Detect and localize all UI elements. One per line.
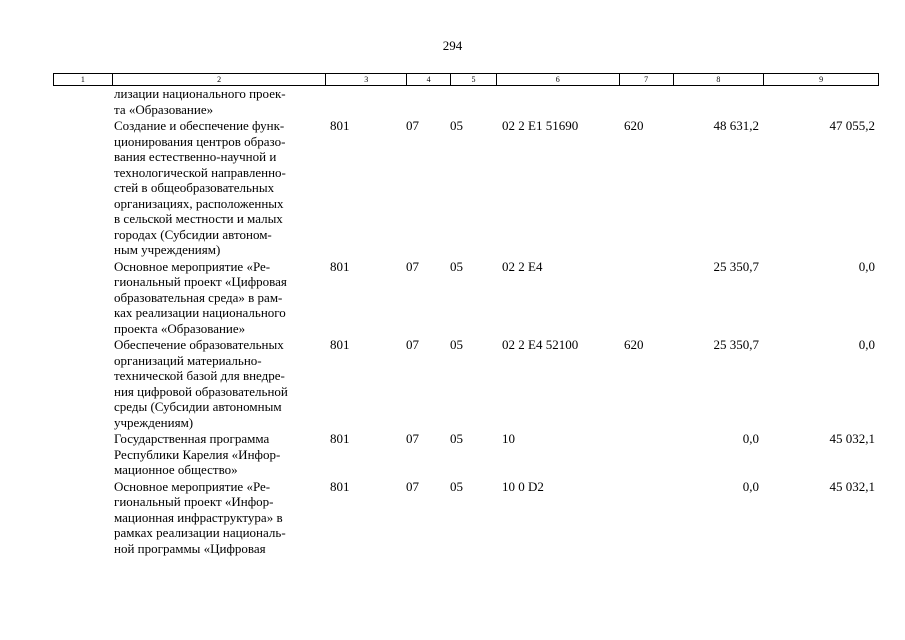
row-admin-code: 801 <box>330 478 350 494</box>
row-subsection: 05 <box>450 478 463 494</box>
header-col-9: 9 <box>763 74 878 85</box>
description-line: ках реализации национального <box>114 305 286 320</box>
description-line: гиональный проект «Инфор- <box>114 494 274 509</box>
description-line: ния цифровой образовательной <box>114 383 288 399</box>
row-section: 07 <box>406 258 419 274</box>
row-target-article: 02 2 E4 52100 <box>502 337 579 352</box>
row-admin-code: 801 <box>330 258 350 274</box>
row-admin-code: 801 <box>330 337 350 352</box>
row-subsection: 05 <box>450 118 463 133</box>
row-target-article: 02 2 E1 51690 <box>502 118 579 133</box>
description-line: технической базой для внедре- <box>114 368 285 383</box>
row-section: 07 <box>406 478 419 494</box>
description-line: в сельской местности и малых <box>114 211 283 226</box>
row-amount-1: 0,0 <box>742 431 759 446</box>
description-line: городах (Субсидии автоном- <box>114 226 272 242</box>
row-section: 07 <box>406 118 419 133</box>
description-line: та «Образование» <box>114 101 214 117</box>
row-amount-2: 45 032,1 <box>829 431 875 446</box>
row-amount-1: 0,0 <box>742 478 759 494</box>
description-line: проекта «Образование» <box>114 320 246 336</box>
header-col-2: 2 <box>112 74 325 85</box>
description-line: Государственная программа <box>114 431 270 446</box>
row-description <box>111 118 325 258</box>
description-line: учреждениям) <box>114 414 194 430</box>
description-line: рамках реализации националь- <box>114 525 286 540</box>
row-description <box>111 337 325 430</box>
row-description <box>111 259 325 337</box>
description-line: организациях, расположенных <box>114 195 284 211</box>
header-col-1: 1 <box>80 75 85 84</box>
description-line: стей в общеобразовательных <box>114 180 275 195</box>
row-amount-2: 0,0 <box>858 337 875 352</box>
description-line: мационная инфраструктура» в <box>114 509 283 525</box>
row-target-article: 10 0 D2 <box>502 478 544 494</box>
description-line: мационное общество» <box>114 462 238 477</box>
row-admin-code: 801 <box>330 118 350 133</box>
row-amount-1: 48 631,2 <box>713 118 759 133</box>
description-line: Республики Карелия «Инфор- <box>114 446 281 462</box>
table-row <box>53 479 879 557</box>
row-amount-1: 25 350,7 <box>713 337 759 352</box>
row-section: 07 <box>406 431 419 446</box>
row-description <box>111 86 325 117</box>
row-amount-1: 25 350,7 <box>713 258 759 274</box>
description-line: образовательная среда» в рам- <box>114 289 283 305</box>
description-line: Основное мероприятие «Ре- <box>114 478 271 494</box>
header-col-3: 3 <box>325 74 406 85</box>
table-row <box>53 86 879 117</box>
row-amount-2: 0,0 <box>858 258 875 274</box>
row-target-article: 02 2 E4 <box>502 258 543 274</box>
row-admin-code: 801 <box>330 431 350 446</box>
row-section: 07 <box>406 337 419 352</box>
column-number-header <box>53 73 879 86</box>
header-col-4: 4 <box>406 74 450 85</box>
row-expense-type: 620 <box>624 337 644 352</box>
header-col-6: 6 <box>496 74 619 85</box>
description-line: Основное мероприятие «Ре- <box>114 258 271 274</box>
header-col-7: 7 <box>619 74 673 85</box>
table-body <box>53 86 879 556</box>
row-description <box>111 479 325 557</box>
row-subsection: 05 <box>450 431 463 446</box>
row-amount-2: 47 055,2 <box>829 118 875 133</box>
row-amount-2: 45 032,1 <box>829 478 875 494</box>
budget-table <box>53 73 879 556</box>
header-col-5: 5 <box>450 74 496 85</box>
description-line: Обеспечение образовательных <box>114 337 284 352</box>
description-line: ным учреждениям) <box>114 242 221 257</box>
description-line: технологической направленно- <box>114 164 286 180</box>
row-target-article: 10 <box>502 431 515 446</box>
row-subsection: 05 <box>450 337 463 352</box>
description-line: ной программы «Цифровая <box>114 540 266 556</box>
row-description <box>111 431 325 478</box>
description-line: ционирования центров образо- <box>114 133 286 149</box>
description-line: лизации национального проек- <box>114 86 286 101</box>
row-subsection: 05 <box>450 258 463 274</box>
table-row <box>53 259 879 337</box>
row-expense-type: 620 <box>624 118 644 133</box>
description-line: гиональный проект «Цифровая <box>114 274 287 289</box>
header-col-8: 8 <box>673 74 764 85</box>
description-line: организаций материально- <box>114 352 262 368</box>
description-line: среды (Субсидии автономным <box>114 399 282 414</box>
description-line: Создание и обеспечение функ- <box>114 118 285 133</box>
table-row <box>53 431 879 478</box>
table-row <box>53 337 879 430</box>
description-line: вания естественно-научной и <box>114 149 277 164</box>
page-number: 294 <box>442 38 463 53</box>
table-row <box>53 118 879 258</box>
